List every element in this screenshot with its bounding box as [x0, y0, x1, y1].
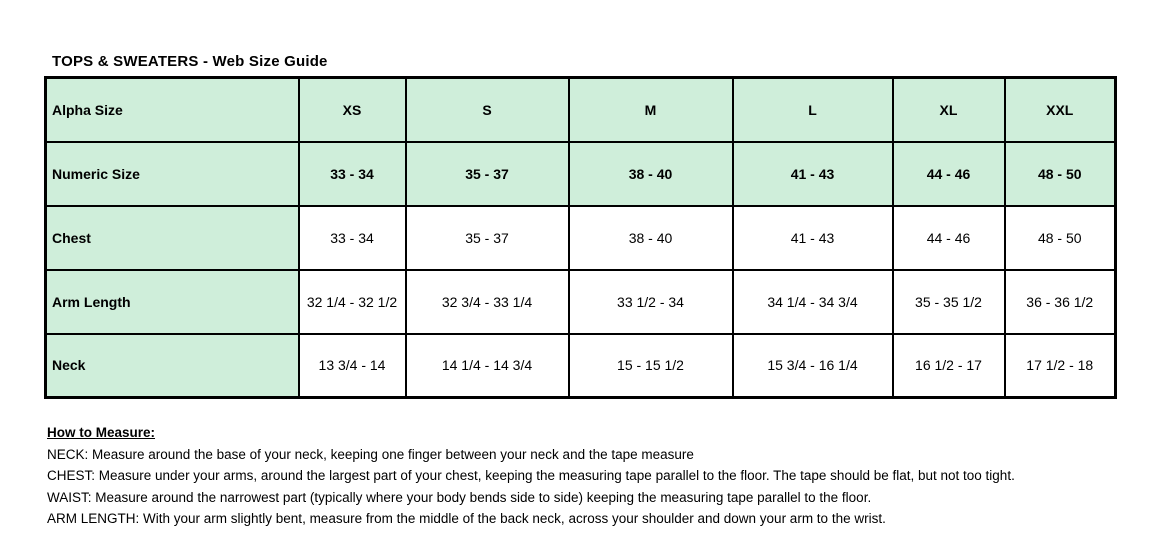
- measure-instruction-chest: CHEST: Measure under your arms, around the largest part of your chest, keeping the measuring tape parallel to the floor. The tape should be flat, but not too tight.: [47, 468, 1015, 484]
- size-cell: 41 - 43: [733, 142, 893, 206]
- size-cell: 35 - 35 1/2: [893, 270, 1005, 334]
- size-cell: 13 3/4 - 14: [299, 334, 406, 398]
- measure-instruction-arm-length: ARM LENGTH: With your arm slightly bent, measure from the middle of the back neck, across your shoulder and down your arm to the wrist.: [47, 511, 886, 527]
- size-cell: 16 1/2 - 17: [893, 334, 1005, 398]
- measure-instruction-neck: NECK: Measure around the base of your neck, keeping one finger between your neck and the tape measure: [47, 446, 694, 462]
- size-cell: 48 - 50: [1005, 206, 1116, 270]
- size-cell: 48 - 50: [1005, 142, 1116, 206]
- size-cell: 32 1/4 - 32 1/2: [299, 270, 406, 334]
- row-label: Numeric Size: [46, 142, 299, 206]
- size-cell: XS: [299, 78, 406, 142]
- table-row-alpha-size: [46, 78, 1116, 142]
- how-to-measure-heading: How to Measure:: [47, 425, 156, 440]
- size-guide-table: [44, 76, 1117, 399]
- size-cell: 32 3/4 - 33 1/4: [406, 270, 569, 334]
- size-cell: 33 - 34: [299, 206, 406, 270]
- size-cell: L: [733, 78, 893, 142]
- table-row-neck: [46, 334, 1116, 398]
- size-cell: XXL: [1005, 78, 1116, 142]
- table-row-arm-length: [46, 270, 1116, 334]
- page-title: TOPS & SWEATERS - Web Size Guide: [52, 53, 328, 70]
- row-label: Arm Length: [46, 270, 299, 334]
- row-label: Chest: [46, 206, 299, 270]
- size-cell: 33 1/2 - 34: [569, 270, 733, 334]
- how-to-measure-section: [47, 422, 1159, 530]
- size-cell: 15 3/4 - 16 1/4: [733, 334, 893, 398]
- size-cell: 15 - 15 1/2: [569, 334, 733, 398]
- table-row-numeric-size: [46, 142, 1116, 206]
- size-cell: 17 1/2 - 18: [1005, 334, 1116, 398]
- row-label: Alpha Size: [46, 78, 299, 142]
- measure-instruction-waist: WAIST: Measure around the narrowest part (typically where your body bends side to side) keeping the measuring tape parallel to the floor.: [47, 489, 872, 505]
- size-cell: 34 1/4 - 34 3/4: [733, 270, 893, 334]
- size-cell: 35 - 37: [406, 206, 569, 270]
- size-cell: 38 - 40: [569, 142, 733, 206]
- table-row-chest: [46, 206, 1116, 270]
- size-cell: 33 - 34: [299, 142, 406, 206]
- size-cell: 36 - 36 1/2: [1005, 270, 1116, 334]
- row-label: Neck: [46, 334, 299, 398]
- size-cell: 44 - 46: [893, 142, 1005, 206]
- size-cell: 44 - 46: [893, 206, 1005, 270]
- size-cell: 35 - 37: [406, 142, 569, 206]
- size-cell: 14 1/4 - 14 3/4: [406, 334, 569, 398]
- size-cell: M: [569, 78, 733, 142]
- size-cell: S: [406, 78, 569, 142]
- size-cell: 41 - 43: [733, 206, 893, 270]
- size-cell: 38 - 40: [569, 206, 733, 270]
- size-cell: XL: [893, 78, 1005, 142]
